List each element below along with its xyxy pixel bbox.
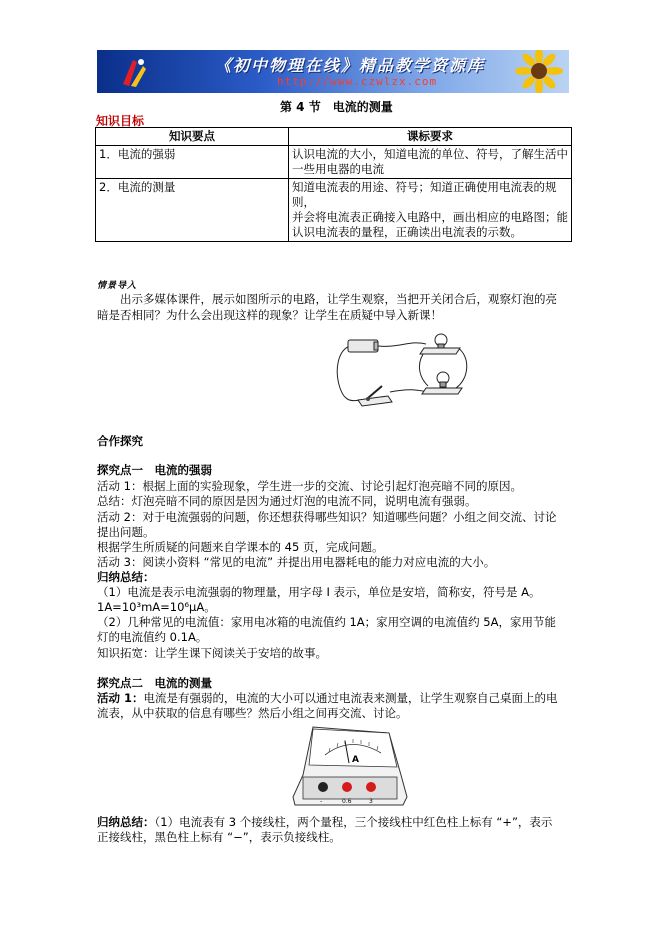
switch xyxy=(358,386,392,406)
intro-line: 出示多媒体课件，展示如图所示的电路，让学生观察，当把开关闭合后，观察灯泡的亮 xyxy=(97,292,557,306)
point1-line: 根据学生所质疑的问题来自学课本的 45 页，完成问题。 xyxy=(97,540,384,554)
point2-activity-line: 流表，从中获取的信息有哪些？然后小组之间再交流、讨论。 xyxy=(97,706,408,720)
point2-summary-line: 正接线柱，黑色柱上标有 “−”，表示负接线柱。 xyxy=(97,830,341,844)
header-banner xyxy=(97,50,569,93)
intro-heading: 情景导入 xyxy=(97,281,138,291)
point1-heading: 探究点一 电流的强弱 xyxy=(97,463,212,477)
table-cell-point: 1．电流的强弱 xyxy=(96,146,289,179)
ammeter-symbol: A xyxy=(352,755,359,765)
table-header-row xyxy=(96,128,572,146)
table-row xyxy=(96,146,572,179)
table-cell-point: 2．电流的测量 xyxy=(96,179,289,242)
site-logo xyxy=(119,56,149,88)
svg-text:3: 3 xyxy=(369,798,373,805)
sunflower-image xyxy=(503,50,563,93)
banner-url[interactable]: http://www.czwlzx.com xyxy=(277,75,438,88)
ammeter-image xyxy=(289,725,409,810)
lamp-2 xyxy=(422,372,462,394)
table-header: 课标要求 xyxy=(289,128,572,146)
cooperative-heading: 合作探究 xyxy=(97,434,143,448)
summary-line: 灯的电流值约 0.1A。 xyxy=(97,630,208,644)
point2-heading: 探究点二 电流的测量 xyxy=(97,676,212,690)
svg-text:-: - xyxy=(320,798,323,805)
knowledge-goal-label: 知识目标 xyxy=(96,114,145,128)
intro-line: 暗是否相同？为什么会出现这样的现象？让学生在质疑中导入新课！ xyxy=(97,308,442,322)
summary-line: （1）电流是表示电流强弱的物理量，用字母 I 表示，单位是安培，简称安，符号是 A。 xyxy=(97,585,541,599)
goal-table xyxy=(95,127,572,242)
point1-line: 活动 1：根据上面的实验现象，学生进一步的交流、讨论引起灯泡亮暗不同的原因。 xyxy=(97,479,522,493)
table-cell-requirement: 知道电流表的用途、符号；知道正确使用电流表的规则， 并会将电流表正确接入电路中，画出相应的电路图；能 认识电流表的量程，正确读出电流表的示数。 xyxy=(289,179,572,242)
summary-line: 1A=10³mA=10⁶μA。 xyxy=(97,600,216,614)
summary-line: 知识拓宽：让学生课下阅读关于安培的故事。 xyxy=(97,646,327,660)
point2-summary-line: 归纳总结：（1）电流表有 3 个接线柱，两个量程，三个接线柱中红色柱上标有 “+”，表示 xyxy=(97,815,553,829)
summary-line: （2）几种常见的电流值：家用电冰箱的电流值约 1A；家用空调的电流值约 5A，家用节能 xyxy=(97,615,556,629)
point1-line: 活动 3：阅读小资料 “常见的电流” 并提出用电器耗电的能力对应电流的大小。 xyxy=(97,555,496,569)
banner-title: 《初中物理在线》精品教学资源库 xyxy=(215,56,486,75)
circuit-diagram xyxy=(330,330,480,412)
battery xyxy=(348,340,378,352)
point1-summary-label: 归纳总结： xyxy=(97,570,155,584)
table-cell-requirement: 认识电流的大小，知道电流的单位、符号，了解生活中 一些用电器的电流 xyxy=(289,146,572,179)
point1-line: 活动 2：对于电流强弱的问题，你还想获得哪些知识？知道哪些问题？小组之间交流、讨论 xyxy=(97,510,557,524)
point2-activity-line: 活动 1：电流是有强弱的，电流的大小可以通过电流表来测量，让学生观察自己桌面上的电 xyxy=(97,691,558,705)
table-header: 知识要点 xyxy=(96,128,289,146)
table-row xyxy=(96,179,572,242)
point1-line: 总结：灯泡亮暗不同的原因是因为通过灯泡的电流不同，说明电流有强弱。 xyxy=(97,494,477,508)
point1-line: 提出问题。 xyxy=(97,525,155,539)
svg-text:0.6: 0.6 xyxy=(342,798,352,805)
page-title: 第 4 节 电流的测量 xyxy=(280,100,393,114)
